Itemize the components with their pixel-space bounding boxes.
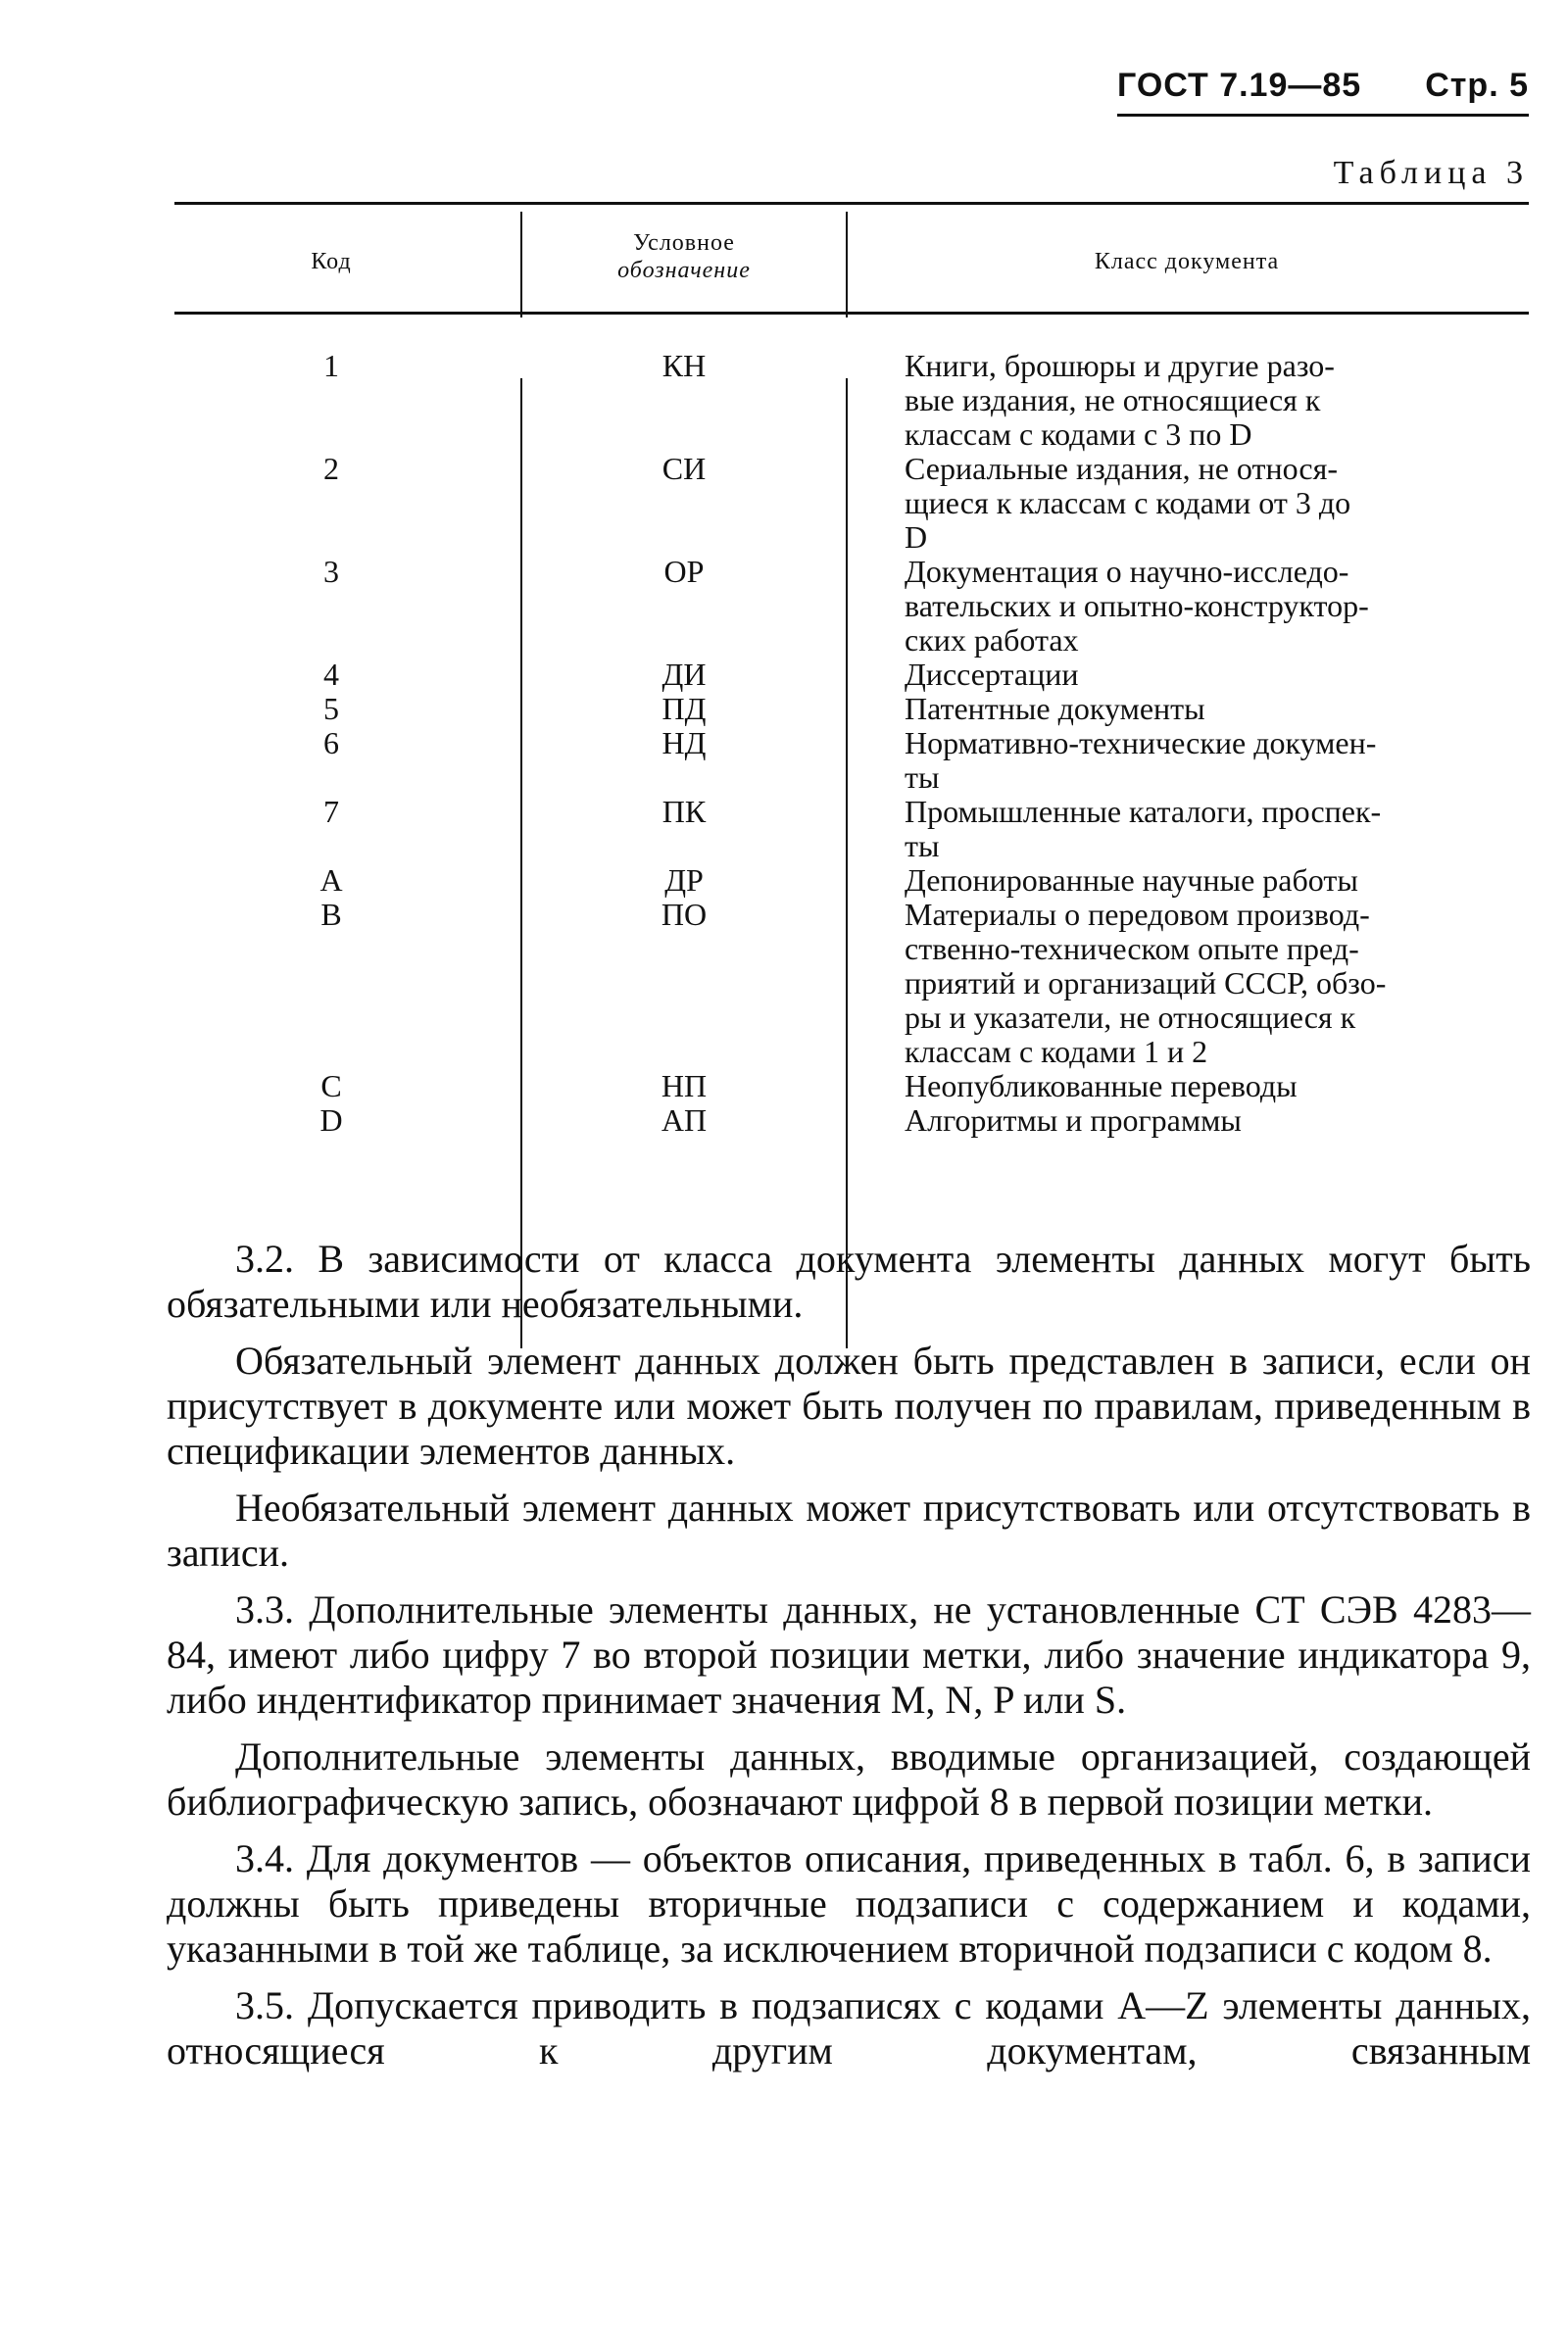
column-divider xyxy=(520,212,522,317)
row-class xyxy=(905,1103,1529,1138)
body-paragraph: 3.5. Допускается приводить в подзаписях с кодами A—Z элементы данных, относящиеся к другим документам, связанным xyxy=(167,1983,1531,2073)
body-paragraph: Необязательный элемент данных может присутствовать или отсутствовать в записи. xyxy=(167,1486,1531,1575)
running-header xyxy=(1117,67,1529,117)
row-symbol: ДИ xyxy=(662,657,707,692)
row-class-line: ты xyxy=(905,828,940,863)
row-class-line: ских работах xyxy=(905,622,1079,658)
row-code: А xyxy=(319,862,343,898)
row-code: D xyxy=(319,1102,343,1138)
row-class xyxy=(905,658,1529,692)
row-class xyxy=(905,795,1529,863)
row-class xyxy=(905,726,1529,795)
row-class-line: ственно-техническом опыте пред- xyxy=(905,931,1359,966)
row-class-line: Материалы о передовом производ- xyxy=(905,897,1370,932)
page-number: Стр. 5 xyxy=(1425,67,1529,104)
row-class-line: Нормативно-технические докумен- xyxy=(905,725,1377,760)
column-header-symbol-line2: обозначение xyxy=(617,258,751,283)
row-class-line: щиеся к классам с кодами от 3 до xyxy=(905,485,1351,520)
row-code: В xyxy=(320,897,342,932)
body-paragraph: Дополнительные элементы данных, вводимые организацией, создающей библиографическую запись, обозначают цифрой 8 в первой позиции метки. xyxy=(167,1734,1531,1824)
row-symbol: КН xyxy=(662,348,707,383)
row-class-line: Алгоритмы и программы xyxy=(905,1102,1242,1138)
column-header-class: Класс документа xyxy=(1094,249,1280,274)
column-divider xyxy=(846,212,848,317)
row-symbol: ПО xyxy=(661,897,708,932)
row-class-line: Документация о научно-исследо- xyxy=(905,554,1349,589)
row-class-line: D xyxy=(905,519,928,555)
body-paragraph: Обязательный элемент данных должен быть представлен в записи, если он присутствует в документе или может быть получен по правилам, приведенным в спецификации элементов данных. xyxy=(167,1339,1531,1473)
row-class xyxy=(905,898,1529,1069)
body-paragraph: 3.3. Дополнительные элементы данных, не установленные СТ СЭВ 4283—84, имеют либо цифру 7 во второй позиции метки, либо значение индикатора 9, либо индентификатор принимает значения M, N, P или S. xyxy=(167,1587,1531,1722)
row-class-line: Патентные документы xyxy=(905,691,1205,726)
row-class-line: Депонированные научные работы xyxy=(905,862,1358,898)
row-symbol: АП xyxy=(661,1102,708,1138)
row-class-line: Книги, брошюры и другие разо- xyxy=(905,348,1335,383)
row-class xyxy=(905,692,1529,726)
row-class-line: классам с кодами с 3 по D xyxy=(905,416,1252,452)
row-symbol: ОР xyxy=(663,554,705,589)
row-symbol: НД xyxy=(662,725,707,760)
row-class xyxy=(905,349,1529,452)
row-code: 5 xyxy=(323,691,339,726)
row-symbol: ПД xyxy=(662,691,707,726)
row-symbol: ДР xyxy=(664,862,704,898)
row-class-line: ры и указатели, не относящиеся к xyxy=(905,1000,1356,1035)
column-divider xyxy=(520,378,522,1348)
row-symbol: ПК xyxy=(662,794,707,829)
row-class-line: Диссертации xyxy=(905,657,1079,692)
row-symbol: СИ xyxy=(662,451,707,486)
row-class-line: вые издания, не относящиеся к xyxy=(905,382,1321,417)
row-code: 4 xyxy=(323,657,339,692)
body-paragraph: 3.4. Для документов — объектов описания, приведенных в табл. 6, в записи должны быть приведены вторичные подзаписи с содержанием и кодами, указанными в той же таблице, за исключением вторичной подзаписи с кодом 8. xyxy=(167,1836,1531,1971)
row-symbol: НП xyxy=(661,1068,708,1103)
row-code: 2 xyxy=(323,451,339,486)
body-paragraph: 3.2. В зависимости от класса документа элементы данных могут быть обязательными или необязательными. xyxy=(167,1237,1531,1326)
body-text xyxy=(167,1237,1531,2085)
row-code: 1 xyxy=(323,348,339,383)
row-code: С xyxy=(320,1068,342,1103)
table-caption: Таблица 3 xyxy=(1333,155,1529,191)
table-header-rule xyxy=(174,312,1529,315)
row-code: 6 xyxy=(323,725,339,760)
row-class xyxy=(905,863,1529,898)
column-header-code: Код xyxy=(311,249,352,274)
standard-number: ГОСТ 7.19—85 xyxy=(1117,67,1362,104)
row-class-line: приятий и организаций СССР, обзо- xyxy=(905,965,1387,1000)
row-class-line: ты xyxy=(905,759,940,795)
row-class xyxy=(905,1069,1529,1103)
row-code: 7 xyxy=(323,794,339,829)
table-top-rule xyxy=(174,202,1529,205)
row-class-line: вательских и опытно-конструктор- xyxy=(905,588,1369,623)
column-header-symbol xyxy=(523,229,845,284)
column-divider xyxy=(846,378,848,1348)
row-code: 3 xyxy=(323,554,339,589)
row-class-line: Промышленные каталоги, проспек- xyxy=(905,794,1382,829)
row-class xyxy=(905,452,1529,555)
row-class-line: классам с кодами 1 и 2 xyxy=(905,1034,1208,1069)
row-class-line: Сериальные издания, не относя- xyxy=(905,451,1338,486)
column-header-symbol-line1: Условное xyxy=(633,230,735,256)
row-class xyxy=(905,555,1529,658)
row-class-line: Неопубликованные переводы xyxy=(905,1068,1298,1103)
